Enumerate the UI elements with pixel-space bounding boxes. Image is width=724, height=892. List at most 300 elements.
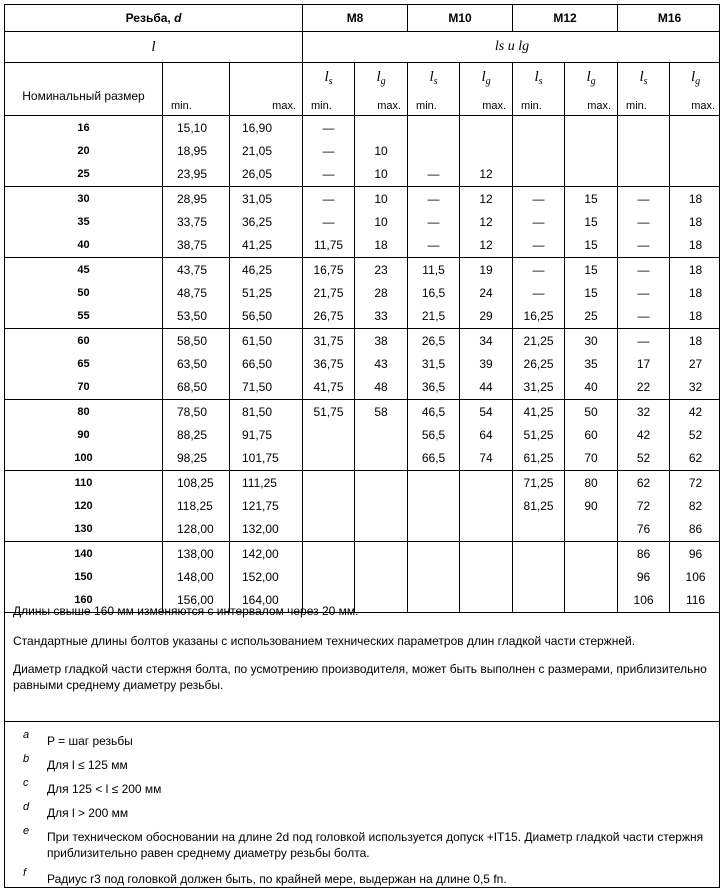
m16-ls-value: — <box>637 286 650 300</box>
m12-ls-value: 16,25 <box>523 309 554 323</box>
m16-lg-header: $l_g$ max. <box>670 63 720 116</box>
m12-ls-cell <box>513 187 565 258</box>
table-row-group <box>5 258 721 329</box>
m12-lg-value <box>565 518 617 541</box>
col-m16: M16 <box>618 5 720 32</box>
nominal-cell <box>5 116 163 187</box>
m10-ls-value <box>408 472 459 495</box>
max-value: 56,50 <box>242 309 273 323</box>
min-cell <box>163 329 230 400</box>
m8-lg-value: 28 <box>374 286 388 300</box>
m12-lg-value: 25 <box>584 309 598 323</box>
m16-lg-cell <box>670 187 720 258</box>
m10-ls-cell <box>408 116 460 187</box>
m12-lg-value <box>565 117 617 140</box>
m10-lg-cell <box>460 187 513 258</box>
max-value: 41,25 <box>242 238 273 252</box>
m12-lg-value: 15 <box>584 192 598 206</box>
m12-lg-cell <box>565 187 618 258</box>
max-cell <box>230 400 303 471</box>
m8-lg-value <box>355 518 407 541</box>
m16-ls-cell <box>618 258 670 329</box>
m8-lg-value <box>355 495 407 518</box>
m16-lg-cell <box>670 471 720 542</box>
m10-lg-value <box>460 495 512 518</box>
m10-lg-value <box>460 472 512 495</box>
m16-lg-value: 32 <box>688 380 703 394</box>
m8-ls-cell <box>303 116 355 187</box>
m16-lg-cell <box>670 400 720 471</box>
m12-lg-value: 40 <box>584 380 598 394</box>
m12-lg-value: 35 <box>584 357 598 371</box>
nominal-value: 60 <box>77 335 90 347</box>
standard-table-document: Резьба, d M8 M10 M12 M16 l ls и lg Номинальный размер min. max. $l_s$ min. $l_g$ max. $l_s$ min. $l_g$ max. $l_s$ min. $l_g$ max. $l_s$ min. $l_g$ max. 16 20 25 15,10 18,95 23,95 16,90 21,05 26,05 — — — 10 10 — 12 30 35 40 28,95 33,75 38,75 31,05 36,25 41,25 — — 11,75 10 10 18 — — — 12 12 12 — — — 15 15 15 — — — 18 18 18 45 50 55 43,75 48,75 53,50 46,25 51,25 56,50 16,75 21,75 26,75 23 28 33 11,5 16,5 21,5 19 24 29 — — 16,25 15 15 25 — — — 18 18 18 60 65 70 58,50 63,50 68,50 61,50 66,50 71,50 31,75 36,75 41,75 38 43 48 26,5 31,5 36,5 34 39 44 21,25 26,25 31,25 30 35 40 — 17 22 18 27 32 80 90 100 78,50 88,25 98,25 81,50 91,75 101,75 51,75 58 46,5 56,5 66,5 54 64 74 41,25 51,25 61,25 50 60 70 32 42 52 42 52 62 110 120 130 108,25 118,25 128,00 111,25 121,75 132,00 71,25 81,25 80 90 62 72 76 72 82 86 140 150 160 138,00 148,00 156,00 142,00 152,00 164,00 86 96 106 96 106 116 Длины свыше 160 мм изменяются с интервалом через 20 мм. Стандартные длины болтов указаны с использованием технических параметров длин гладкой части стержней. Диаметр гладкой части стержня болта, по усмотрению производителя, может быть выполнен с размерами, приблизительно равными среднему диаметру резьбы. a P = шаг резьбы b Для l ≤ 125 мм c Для 125 < l ≤ 200 мм d Для l > 200 мм e При техническом обосновании на длине 2d под головкой используется допуск +IT15. Диаметр гладкой части стержня приблизительно равен среднему диаметру резьбы болта. f Радиус r3 под головкой должен быть, по крайней мере, выдержан на длине 0,5 fn. <box>4 4 720 888</box>
m16-lg-value: 52 <box>688 428 703 442</box>
m12-ls-value: 26,25 <box>523 357 554 371</box>
m12-lg-cell <box>565 400 618 471</box>
m16-ls-value: — <box>637 192 650 206</box>
m16-ls-cell <box>618 471 670 542</box>
m8-lg-value: 38 <box>374 334 388 348</box>
m10-lg-value: 34 <box>479 334 493 348</box>
m8-ls-value: 16,75 <box>313 263 344 277</box>
m16-ls-value <box>618 117 669 140</box>
m10-ls-value <box>408 543 459 566</box>
nominal-value: 65 <box>77 358 90 370</box>
m12-ls-value: — <box>532 238 545 252</box>
m16-lg-value: 116 <box>685 593 706 607</box>
m10-lg-value: 12 <box>479 238 493 252</box>
nominal-value: 45 <box>77 264 90 276</box>
m10-lg-value <box>460 518 512 541</box>
max-value: 111,25 <box>242 476 277 490</box>
m12-ls-value: — <box>532 215 545 229</box>
m16-lg-value: 82 <box>688 499 703 513</box>
m8-ls-value: 51,75 <box>313 405 344 419</box>
m16-ls-value: 86 <box>636 547 651 561</box>
m8-lg-value: 10 <box>374 215 388 229</box>
m12-lg-cell <box>565 471 618 542</box>
m16-ls-value <box>618 140 669 163</box>
m16-ls-value: 22 <box>636 380 651 394</box>
max-value: 81,50 <box>242 405 273 419</box>
max-value: 142,00 <box>242 547 279 561</box>
m16-lg-value: 18 <box>688 334 703 348</box>
min-value: 88,25 <box>177 428 208 442</box>
nominal-value: 90 <box>77 429 90 441</box>
nominal-value: 35 <box>77 216 90 228</box>
m8-ls-value: — <box>322 192 335 206</box>
m16-ls-value: — <box>637 238 650 252</box>
nominal-value: 16 <box>77 122 90 134</box>
m8-ls-value: 41,75 <box>313 380 344 394</box>
min-value: 28,95 <box>177 192 208 206</box>
m8-ls-cell <box>303 187 355 258</box>
col-m12: M12 <box>513 5 618 32</box>
m10-ls-cell <box>408 329 460 400</box>
m12-lg-header: $l_g$ max. <box>565 63 618 116</box>
min-cell <box>163 258 230 329</box>
nominal-value: 30 <box>77 193 90 205</box>
m12-ls-value: 81,25 <box>523 499 554 513</box>
thread-header-cell: Резьба, d <box>5 5 303 32</box>
m16-lg-value: 96 <box>688 547 703 561</box>
max-value: 26,05 <box>242 167 273 181</box>
min-cell <box>163 187 230 258</box>
m12-ls-value: — <box>532 263 545 277</box>
m12-lg-value <box>565 163 617 186</box>
m10-lg-cell <box>460 258 513 329</box>
m10-lg-value: 24 <box>479 286 493 300</box>
m12-lg-value: 15 <box>584 286 598 300</box>
m8-lg-value: 10 <box>374 192 388 206</box>
m12-ls-value <box>513 566 564 589</box>
m8-lg-cell <box>355 258 408 329</box>
min-value: 138,00 <box>177 547 214 561</box>
m12-lg-cell <box>565 258 618 329</box>
m16-ls-value: 32 <box>636 405 651 419</box>
min-cell <box>163 471 230 542</box>
m16-ls-value: 76 <box>636 522 651 536</box>
table-body <box>5 116 721 613</box>
m10-lg-value: 12 <box>479 192 493 206</box>
m10-lg-value: 44 <box>479 380 493 394</box>
m8-lg-value <box>355 117 407 140</box>
m8-lg-header: $l_g$ max. <box>355 63 408 116</box>
m10-ls-value <box>408 140 459 163</box>
min-value: 156,00 <box>177 593 214 607</box>
m16-lg-value: 18 <box>688 263 703 277</box>
min-value: 15,10 <box>177 121 208 135</box>
m10-ls-value: — <box>427 192 440 206</box>
m12-ls-header: $l_s$ min. <box>513 63 565 116</box>
m12-ls-value: 61,25 <box>523 451 554 465</box>
m10-lg-cell <box>460 329 513 400</box>
notes-section <box>5 599 719 722</box>
m8-ls-value: 26,75 <box>313 309 344 323</box>
m8-lg-value <box>355 447 407 470</box>
m16-lg-value: 42 <box>688 405 703 419</box>
nominal-value: 150 <box>74 571 93 583</box>
max-value: 51,25 <box>242 286 273 300</box>
m16-ls-value: — <box>637 263 650 277</box>
nominal-value: 100 <box>74 452 93 464</box>
m8-lg-value: 33 <box>374 309 388 323</box>
m8-lg-value: 58 <box>374 405 388 419</box>
m8-ls-value: 31,75 <box>313 334 344 348</box>
m8-lg-value: 43 <box>374 357 388 371</box>
m10-ls-value: 16,5 <box>421 286 446 300</box>
nominal-value: 140 <box>74 548 93 560</box>
m16-lg-value: 106 <box>685 570 706 584</box>
nominal-cell <box>5 329 163 400</box>
max-cell <box>230 116 303 187</box>
min-value: 118,25 <box>177 499 213 513</box>
m12-ls-cell <box>513 329 565 400</box>
max-value: 31,05 <box>242 192 273 206</box>
nominal-value: 55 <box>77 310 90 322</box>
m12-ls-value <box>513 140 564 163</box>
max-cell <box>230 258 303 329</box>
m8-lg-value <box>355 566 407 589</box>
m16-lg-value: 27 <box>688 357 703 371</box>
m10-ls-value: 11,5 <box>422 263 445 277</box>
min-value: 78,50 <box>177 405 208 419</box>
m10-ls-cell <box>408 400 460 471</box>
m10-ls-value <box>408 566 459 589</box>
m10-ls-value: — <box>427 238 440 252</box>
max-value: 101,75 <box>242 451 279 465</box>
max-value: 164,00 <box>242 593 279 607</box>
nominal-value: 20 <box>77 145 90 157</box>
m16-ls-cell <box>618 329 670 400</box>
min-cell <box>163 400 230 471</box>
m10-ls-value: 21,5 <box>421 309 446 323</box>
m8-ls-cell <box>303 400 355 471</box>
m16-ls-value: — <box>637 309 650 323</box>
m8-lg-value: 10 <box>374 167 388 181</box>
m8-ls-cell <box>303 471 355 542</box>
m8-ls-value <box>303 472 354 495</box>
max-value: 71,50 <box>242 380 273 394</box>
nominal-size-header: Номинальный размер <box>5 63 163 116</box>
col-m10: M10 <box>408 5 513 32</box>
m12-lg-value: 15 <box>584 215 598 229</box>
m16-lg-cell <box>670 116 720 187</box>
m10-ls-value <box>408 518 459 541</box>
m12-lg-value <box>565 543 617 566</box>
m12-ls-cell <box>513 258 565 329</box>
nominal-value: 160 <box>74 594 93 606</box>
m12-ls-value: 31,25 <box>523 380 554 394</box>
m16-lg-cell <box>670 329 720 400</box>
m10-lg-value: 74 <box>479 451 493 465</box>
min-value: 43,75 <box>177 263 208 277</box>
m16-ls-value: 52 <box>636 451 651 465</box>
m8-lg-cell <box>355 400 408 471</box>
m12-lg-value: 15 <box>584 238 598 252</box>
m12-lg-value <box>565 566 617 589</box>
m10-lg-value: 12 <box>479 167 493 181</box>
min-value: 128,00 <box>177 522 214 536</box>
m12-lg-cell <box>565 329 618 400</box>
m12-lg-value: 70 <box>584 451 598 465</box>
m10-lg-value <box>460 566 512 589</box>
m8-ls-value: 36,75 <box>313 357 344 371</box>
note-1: Длины свыше 160 мм изменяются с интервалом через 20 мм. <box>13 604 359 618</box>
m16-lg-value: 72 <box>688 476 703 490</box>
max-value: 152,00 <box>242 570 279 584</box>
m16-ls-value: 106 <box>633 593 654 607</box>
m16-ls-value: — <box>637 215 650 229</box>
nominal-value: 120 <box>74 500 93 512</box>
m16-ls-cell <box>618 400 670 471</box>
ls-lg-header-cell: ls и lg <box>303 32 720 63</box>
header-row-l <box>5 32 721 63</box>
m16-lg-value: 62 <box>688 451 703 465</box>
nominal-cell <box>5 400 163 471</box>
m12-ls-cell <box>513 400 565 471</box>
m10-ls-value: 66,5 <box>421 451 446 465</box>
header-row-minmax <box>5 63 721 116</box>
nominal-value: 130 <box>74 523 93 535</box>
m10-lg-value: 19 <box>479 263 493 277</box>
min-value: 38,75 <box>177 238 208 252</box>
min-value: 108,25 <box>177 476 214 490</box>
header-row-thread <box>5 5 721 32</box>
m10-lg-value <box>460 140 512 163</box>
m8-lg-value: 23 <box>374 263 388 277</box>
min-value: 33,75 <box>177 215 208 229</box>
m10-lg-value: 64 <box>479 428 493 442</box>
table-row-group <box>5 187 721 258</box>
m10-lg-value <box>460 117 512 140</box>
m8-lg-cell <box>355 187 408 258</box>
m8-ls-value: 11,75 <box>313 238 344 252</box>
m12-ls-value: — <box>532 286 545 300</box>
m8-lg-value <box>355 424 407 447</box>
max-header: max. <box>230 63 303 116</box>
table-row-group <box>5 400 721 471</box>
m8-ls-value: 21,75 <box>313 286 344 300</box>
m8-ls-value: — <box>322 144 335 158</box>
m10-lg-header: $l_g$ max. <box>460 63 513 116</box>
m10-lg-value: 39 <box>479 357 493 371</box>
m10-ls-value: 56,5 <box>421 428 446 442</box>
m10-ls-value: 26,5 <box>421 334 446 348</box>
m12-ls-value: — <box>532 192 545 206</box>
note-3: Диаметр гладкой части стержня болта, по усмотрению производителя, может быть выполнен с размерами, приблизительно равными среднему диаметру резьбы. <box>13 662 707 692</box>
max-value: 46,25 <box>242 263 273 277</box>
nominal-cell <box>5 471 163 542</box>
m8-lg-value <box>355 472 407 495</box>
m16-ls-value: — <box>637 334 650 348</box>
m16-ls-value: 72 <box>636 499 651 513</box>
m8-lg-value: 10 <box>374 144 388 158</box>
m8-ls-value <box>303 495 354 518</box>
m8-lg-value <box>355 543 407 566</box>
m16-lg-value: 18 <box>688 215 703 229</box>
m8-lg-value: 48 <box>374 380 388 394</box>
m10-lg-value <box>460 543 512 566</box>
m10-lg-value: 12 <box>479 215 493 229</box>
m10-ls-value: — <box>427 215 440 229</box>
note-2: Стандартные длины болтов указаны с использованием технических параметров длин гладкой части стержней. <box>13 634 636 648</box>
m8-ls-cell <box>303 329 355 400</box>
min-value: 98,25 <box>177 451 208 465</box>
m10-ls-value: 36,5 <box>421 380 446 394</box>
m12-lg-value: 90 <box>584 499 598 513</box>
m12-lg-value: 60 <box>584 428 598 442</box>
m8-ls-value: — <box>322 215 335 229</box>
m16-ls-value: 62 <box>636 476 651 490</box>
m16-lg-value: 86 <box>688 522 703 536</box>
m8-ls-value <box>303 518 354 541</box>
m10-ls-value <box>408 117 459 140</box>
max-value: 66,50 <box>242 357 273 371</box>
m10-ls-cell <box>408 471 460 542</box>
max-value: 121,75 <box>242 499 279 513</box>
table-row-group <box>5 471 721 542</box>
m16-lg-value: 18 <box>688 286 703 300</box>
m16-lg-value: 18 <box>688 192 703 206</box>
nominal-cell <box>5 258 163 329</box>
max-value: 61,50 <box>242 334 273 348</box>
m8-ls-header: $l_s$ min. <box>303 63 355 116</box>
m16-ls-value: 42 <box>636 428 651 442</box>
max-value: 132,00 <box>242 522 279 536</box>
m10-lg-value: 29 <box>479 309 493 323</box>
m8-ls-value <box>303 566 354 589</box>
m10-lg-cell <box>460 471 513 542</box>
m16-lg-cell <box>670 258 720 329</box>
m12-lg-value <box>565 140 617 163</box>
m10-ls-value: 46,5 <box>421 405 446 419</box>
m10-ls-cell <box>408 187 460 258</box>
nominal-value: 50 <box>77 287 90 299</box>
m16-ls-cell <box>618 116 670 187</box>
min-cell <box>163 116 230 187</box>
m10-ls-value <box>408 495 459 518</box>
m10-ls-header: $l_s$ min. <box>408 63 460 116</box>
m16-lg-value <box>670 140 720 163</box>
max-value: 91,75 <box>242 428 273 442</box>
min-value: 58,50 <box>177 334 208 348</box>
m8-lg-value: 18 <box>374 238 388 252</box>
m16-ls-value <box>618 163 669 186</box>
min-value: 53,50 <box>177 309 208 323</box>
m8-lg-cell <box>355 116 408 187</box>
m16-lg-value: 18 <box>688 309 703 323</box>
m12-lg-value: 15 <box>584 263 598 277</box>
m16-ls-value: 17 <box>636 357 651 371</box>
min-header: min. <box>163 63 230 116</box>
m8-ls-value <box>303 543 354 566</box>
nominal-value: 25 <box>77 168 90 180</box>
m12-ls-value: 21,25 <box>523 334 554 348</box>
nominal-value: 70 <box>77 381 90 393</box>
m8-ls-value: — <box>322 167 335 181</box>
m12-lg-value: 50 <box>584 405 598 419</box>
col-m8: M8 <box>303 5 408 32</box>
m12-lg-value: 30 <box>584 334 598 348</box>
m10-ls-cell <box>408 258 460 329</box>
max-cell <box>230 471 303 542</box>
m8-ls-value: — <box>322 121 335 135</box>
nominal-cell <box>5 187 163 258</box>
m16-ls-value: 96 <box>636 570 651 584</box>
m16-lg-value <box>670 117 720 140</box>
m10-ls-value: 31,5 <box>421 357 446 371</box>
min-value: 18,95 <box>177 144 208 158</box>
m16-lg-value: 18 <box>688 238 703 252</box>
m12-lg-value: 80 <box>584 476 598 490</box>
min-value: 23,95 <box>177 167 208 181</box>
m12-ls-value: 51,25 <box>523 428 554 442</box>
m8-lg-cell <box>355 471 408 542</box>
m10-ls-value: — <box>427 167 440 181</box>
table-row-group <box>5 116 721 187</box>
nominal-value: 40 <box>77 239 90 251</box>
max-cell <box>230 187 303 258</box>
m12-ls-value <box>513 543 564 566</box>
l-header-cell: l <box>5 32 303 63</box>
min-value: 148,00 <box>177 570 214 584</box>
bolt-length-table <box>4 4 720 613</box>
max-value: 36,25 <box>242 215 273 229</box>
min-value: 68,50 <box>177 380 208 394</box>
m12-ls-cell <box>513 471 565 542</box>
